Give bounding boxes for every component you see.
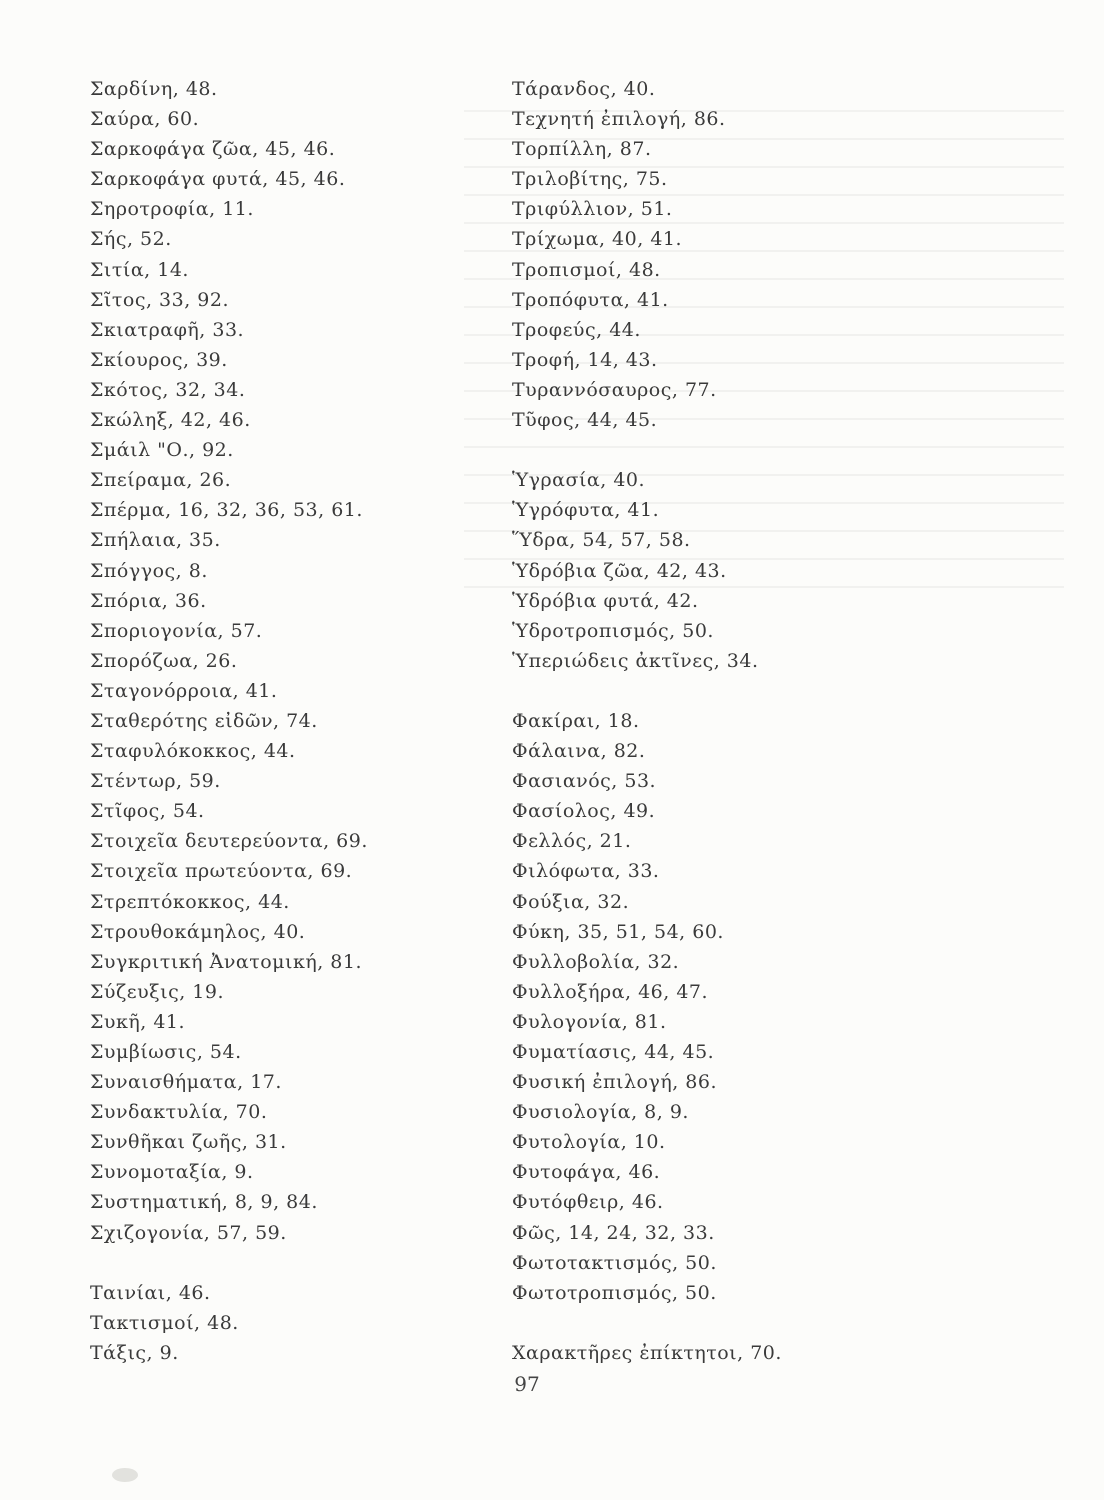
index-entry: Στέντωρ, 59. <box>90 770 221 793</box>
index-entry: Σταθερότης εἰδῶν, 74. <box>90 709 318 732</box>
index-entry: Σποριογονία, 57. <box>90 619 263 642</box>
index-entry: Συκῆ, 41. <box>90 1010 186 1033</box>
index-entry: Στοιχεῖα δευτερεύοντα, 69. <box>90 830 368 853</box>
index-entry: Φυτολογία, 10. <box>512 1131 666 1154</box>
index-entry: Σπέρμα, 16, 32, 36, 53, 61. <box>90 499 363 522</box>
index-entry: Ὑδροτροπισμός, 50. <box>512 619 714 642</box>
index-entry: Σταφυλόκοκκος, 44. <box>90 740 296 763</box>
index-entry: Φύκη, 35, 51, 54, 60. <box>512 920 724 943</box>
index-entry: Σύζευξις, 19. <box>90 980 225 1003</box>
index-entry: Τακτισμοί, 48. <box>90 1311 239 1334</box>
index-entry: Φυλλοξήρα, 46, 47. <box>512 980 709 1003</box>
index-entry: Σμάιλ "Ο., 92. <box>90 439 234 462</box>
index-entry: Τάρανδος, 40. <box>512 78 656 100</box>
index-entry: Συνομοταξία, 9. <box>90 1161 254 1184</box>
index-entry: Συμβίωσις, 54. <box>90 1041 242 1063</box>
index-entry: Σιτία, 14. <box>90 258 189 281</box>
index-entry: Φυλογονία, 81. <box>512 1010 667 1033</box>
index-entry: Χαρακτῆρες ἐπίκτητοι, 70. <box>512 1341 782 1364</box>
index-entry: Ὕδρα, 54, 57, 58. <box>512 529 691 552</box>
index-entry: Ὑδρόβια φυτά, 42. <box>512 589 699 612</box>
index-entry: Σκίουρος, 39. <box>90 348 228 371</box>
index-entry: Τάξις, 9. <box>90 1341 179 1364</box>
index-entry: Τρίχωμα, 40, 41. <box>512 228 683 251</box>
section-gap <box>90 1248 510 1278</box>
index-entry: Στρουθοκάμηλος, 40. <box>90 920 306 943</box>
index-column-left <box>90 74 510 1368</box>
index-entry: Φασίολος, 49. <box>512 800 656 823</box>
index-entry: Τριφύλλιον, 51. <box>512 198 673 221</box>
index-entry: Σηροτροφία, 11. <box>90 198 254 221</box>
index-entry: Σπόρια, 36. <box>90 589 207 612</box>
index-entry: Τεχνητή ἐπιλογή, 86. <box>512 108 726 131</box>
index-entry: Σαύρα, 60. <box>90 108 200 131</box>
index-entry: Φάλαινα, 82. <box>512 740 646 763</box>
index-entry: Φυτοφάγα, 46. <box>512 1161 661 1184</box>
index-entry: Σπείραμα, 26. <box>90 469 232 492</box>
index-entry: Φυλλοβολία, 32. <box>512 950 680 973</box>
index-entry: Τροπισμοί, 48. <box>512 258 661 281</box>
index-entry: Ὑπεριώδεις ἀκτῖνες, 34. <box>512 649 759 672</box>
index-entry: Φασιανός, 53. <box>512 770 657 793</box>
index-entry: Τυραννόσαυρος, 77. <box>512 378 717 401</box>
index-entry: Φωτοτακτισμός, 50. <box>512 1251 717 1274</box>
index-entry: Φυτόφθειρ, 46. <box>512 1191 664 1214</box>
index-column-right <box>512 74 952 1368</box>
section-gap <box>512 1308 952 1338</box>
index-entry: Σής, 52. <box>90 228 172 251</box>
index-entry: Ὑδρόβια ζῶα, 42, 43. <box>512 559 727 582</box>
index-entry: Σπήλαια, 35. <box>90 529 221 552</box>
index-entry: Φυσιολογία, 8, 9. <box>512 1101 689 1124</box>
index-entry: Συναισθήματα, 17. <box>90 1071 282 1094</box>
page-number: 97 <box>514 1372 540 1396</box>
index-entry: Φυσική ἐπιλογή, 86. <box>512 1071 717 1094</box>
index-entry: Συνδακτυλία, 70. <box>90 1101 268 1124</box>
index-entry: Σκώληξ, 42, 46. <box>90 409 251 432</box>
index-entry: Φελλός, 21. <box>512 830 632 853</box>
index-entry: Φιλόφωτα, 33. <box>512 860 660 883</box>
section-gap <box>512 435 952 465</box>
index-entry: Φυματίασις, 44, 45. <box>512 1041 715 1063</box>
index-entry: Στοιχεῖα πρωτεύοντα, 69. <box>90 860 353 883</box>
index-entry: Τορπίλλη, 87. <box>512 138 652 161</box>
index-entry: Τροπόφυτα, 41. <box>512 288 669 311</box>
index-entry: Ὑγρόφυτα, 41. <box>512 499 660 522</box>
index-entry: Στρεπτόκοκκος, 44. <box>90 890 290 913</box>
index-entry: Συστηματική, 8, 9, 84. <box>90 1191 318 1214</box>
index-entry: Τριλοβίτης, 75. <box>512 168 668 191</box>
index-entry: Φούξια, 32. <box>512 890 630 913</box>
index-entry: Φωτοτροπισμός, 50. <box>512 1281 717 1304</box>
index-entry: Σκότος, 32, 34. <box>90 378 246 401</box>
section-gap <box>512 676 952 706</box>
page-smudge <box>112 1468 138 1482</box>
index-entry: Τροφεύς, 44. <box>512 318 641 341</box>
index-entry: Ταινίαι, 46. <box>90 1281 211 1304</box>
index-entry: Συνθῆκαι ζωῆς, 31. <box>90 1131 287 1154</box>
index-entry: Σχιζογονία, 57, 59. <box>90 1221 287 1244</box>
index-entry: Σκιατραφῆ, 33. <box>90 318 245 341</box>
index-entry: Σαρδίνη, 48. <box>90 78 218 100</box>
index-entry: Σαρκοφάγα ζῶα, 45, 46. <box>90 138 336 161</box>
index-entry: Σῖτος, 33, 92. <box>90 288 230 311</box>
index-entry: Φακίραι, 18. <box>512 709 640 732</box>
index-entry: Συγκριτική Ἀνατομική, 81. <box>90 950 362 973</box>
index-entry: Τῦφος, 44, 45. <box>512 409 658 432</box>
index-entry: Στῖφος, 54. <box>90 800 205 823</box>
index-entry: Σπόγγος, 8. <box>90 559 208 582</box>
index-entry: Φῶς, 14, 24, 32, 33. <box>512 1221 715 1244</box>
index-entry: Τροφή, 14, 43. <box>512 348 658 371</box>
index-entry: Σταγονόρροια, 41. <box>90 679 278 702</box>
index-entry: Ὑγρασία, 40. <box>512 469 646 492</box>
index-entry: Σπορόζωα, 26. <box>90 649 238 672</box>
index-entry: Σαρκοφάγα φυτά, 45, 46. <box>90 168 346 191</box>
